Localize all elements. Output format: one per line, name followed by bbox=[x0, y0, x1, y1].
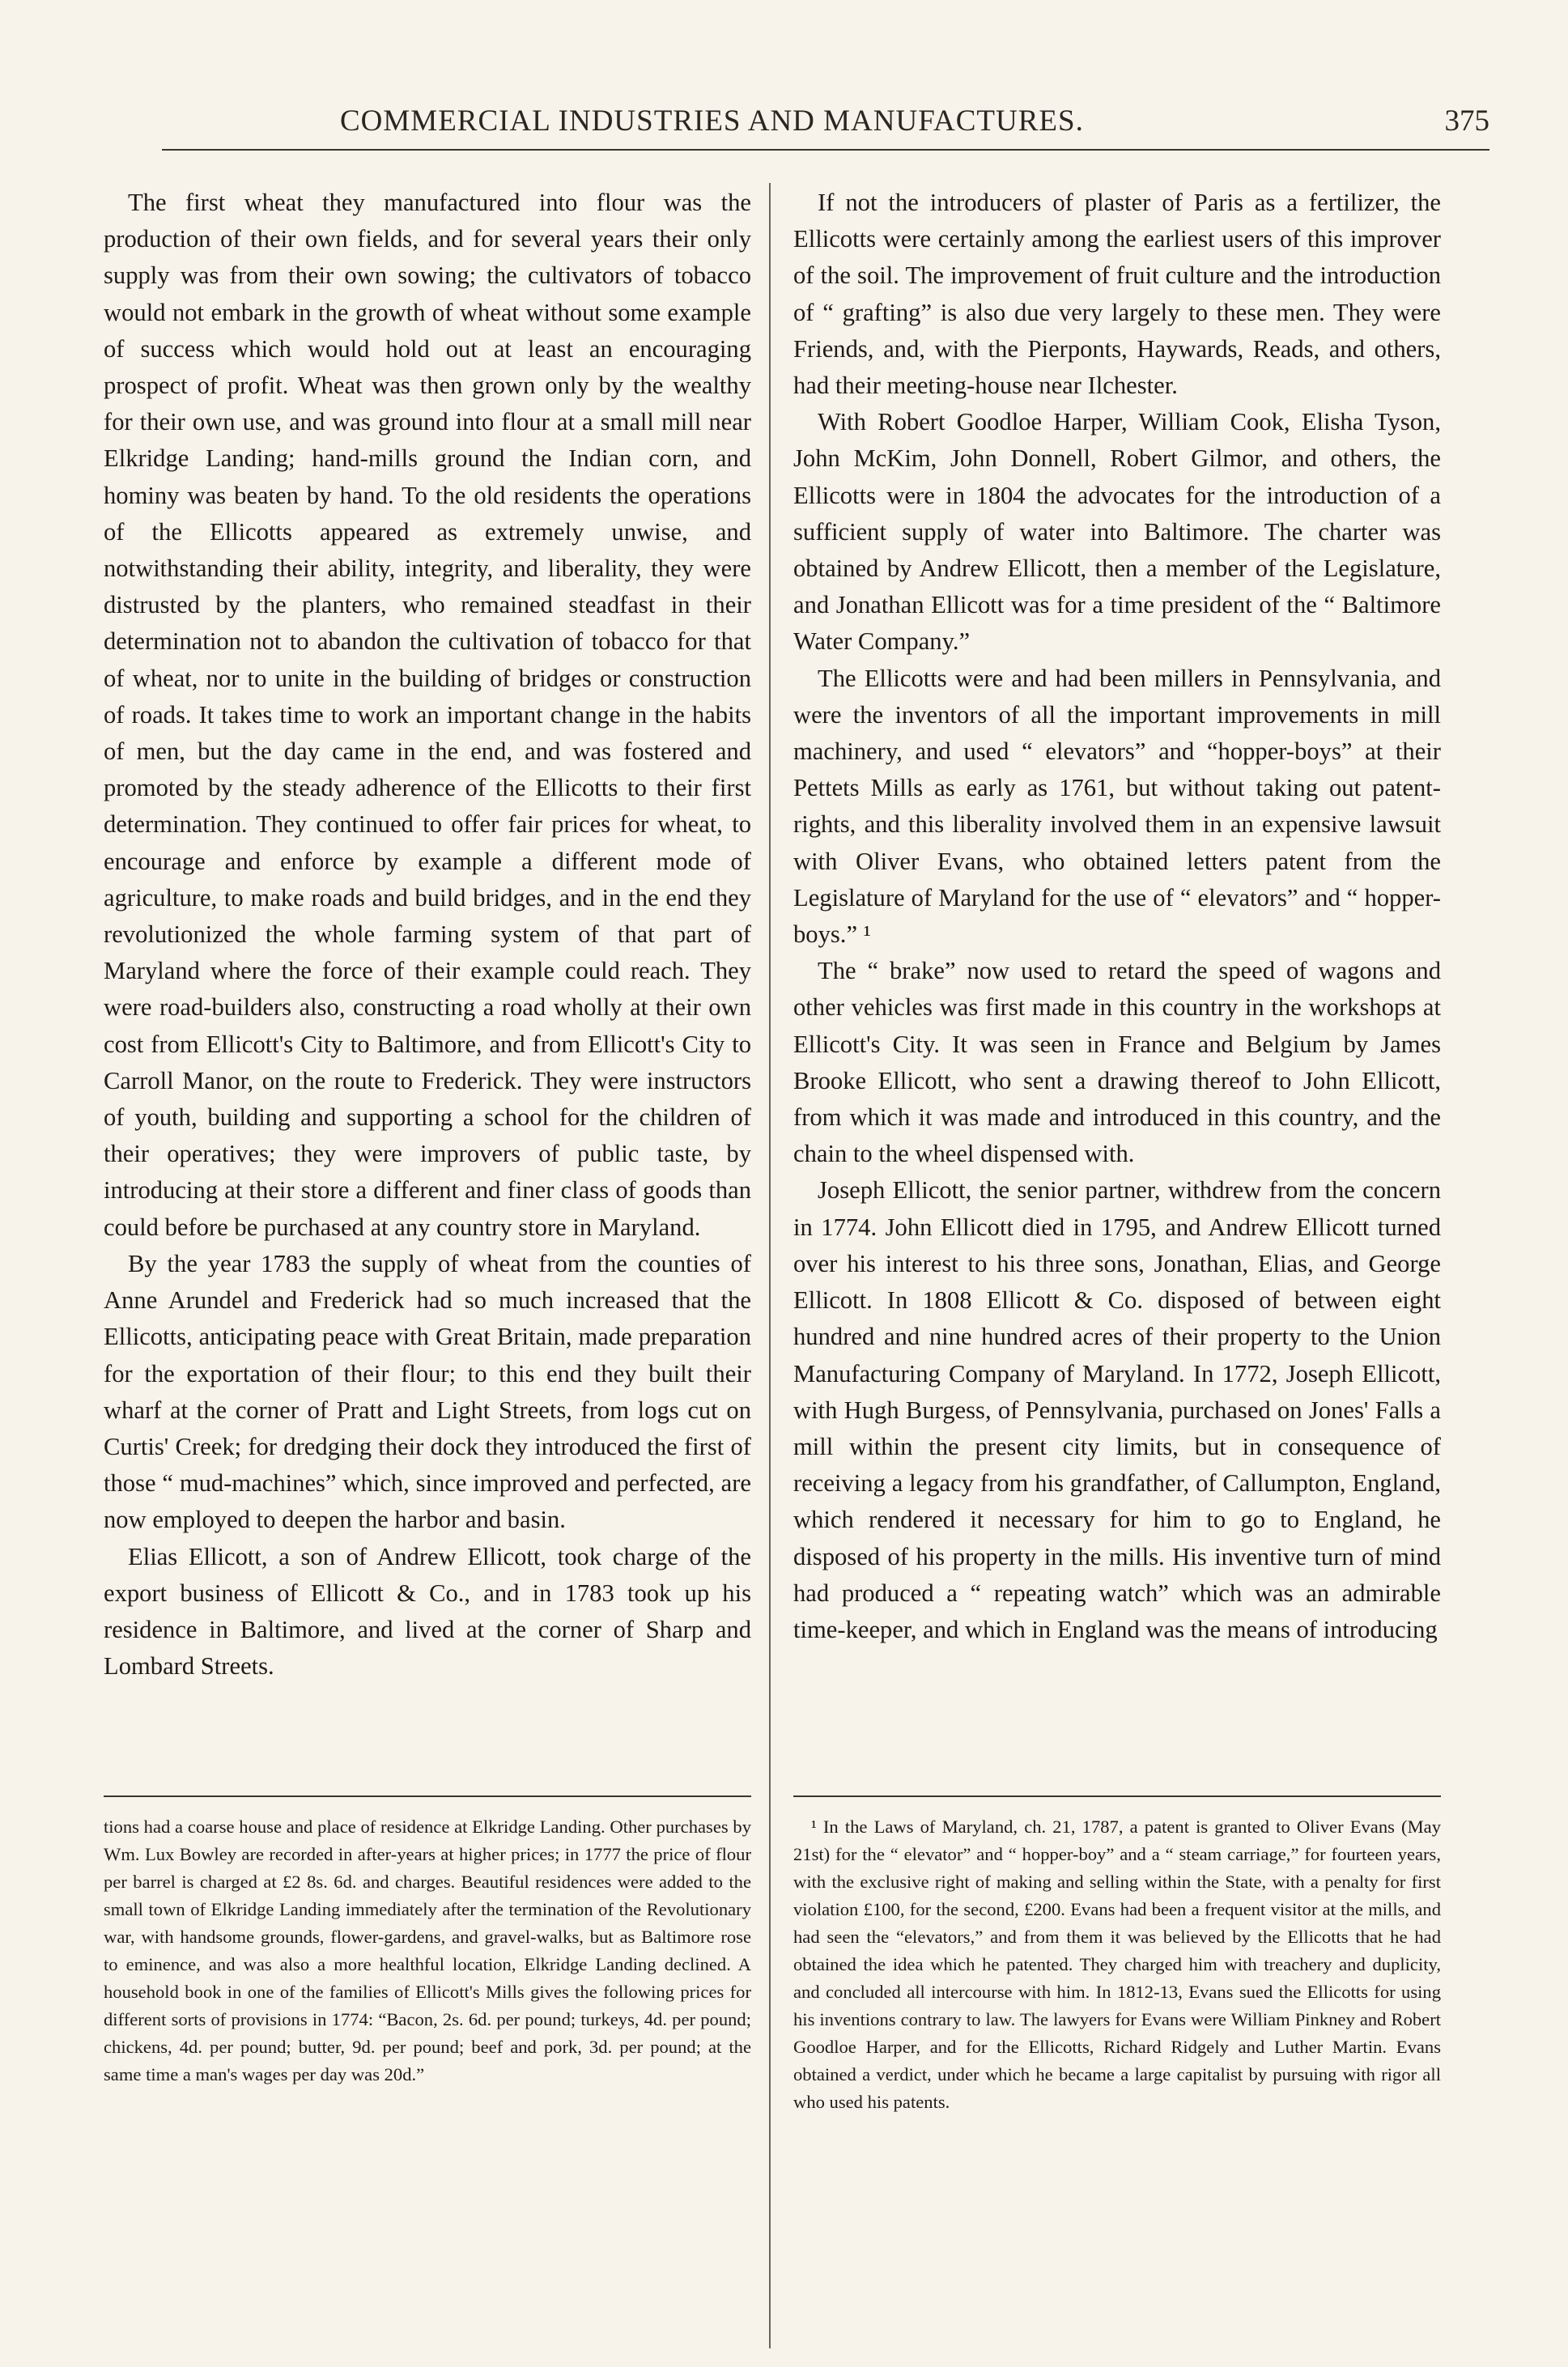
left-column bbox=[104, 185, 751, 1685]
footnote-rule-left bbox=[104, 1795, 751, 1797]
left-paragraph-2: By the year 1783 the supply of wheat from the counties of Anne Arundel and Frederick had so much increased that the Ellicotts, anticipating peace with Great Britain, made preparation for the exportation of their flour; to this end they built their wharf at the corner of Pratt and Light Streets, from logs cut on Curtis' Creek; for dredging their dock they introduced the first of those “ mud-machines” which, since improved and perfected, are now employed to deepen the harbor and basin. bbox=[104, 1249, 751, 1534]
header-rule bbox=[162, 149, 1489, 151]
left-paragraph-3: Elias Ellicott, a son of Andrew Ellicott, took charge of the export business of Ellicott & Co., and in 1783 took up his residence in Baltimore, and lived at the corner of Sharp and Lombard Streets. bbox=[104, 1542, 751, 1681]
right-paragraph-3: The Ellicotts were and had been millers in Pennsylvania, and were the inventors of all the important improvements in mill machinery, and used “ elevators” and “hopper-boys” at their Pettets Mills as early as 1761, but without taking out patent-rights, and this liberality involved them in an expensive lawsuit with Oliver Evans, who obtained letters patent from the Legislature of Maryland for the use of “ elevators” and “ hopper-boys.” ¹ bbox=[793, 664, 1441, 949]
footnote-right bbox=[793, 1813, 1441, 2116]
footnote-right-text: ¹ In the Laws of Maryland, ch. 21, 1787, a patent is granted to Oliver Evans (May 21st) for the “ elevator” and “ hopper-boy” and a “ steam carriage,” for fourteen years, with the exclusive right of making and selling within the State, with a penalty for first violation £100, for the second, £200. Evans had been a frequent visitor at the mills, and had seen the “elevators,” and from them it was believed by the Ellicotts that he had obtained the idea which he patented. They charged him with treachery and duplicity, and concluded all intercourse with him. In 1812-13, Evans sued the Ellicotts for using his inventions contrary to law. The lawyers for Evans were William Pinkney and Robert Goodloe Harper, and for the Ellicotts, Richard Ridgely and Luther Martin. Evans obtained a verdict, under which he became a large capitalist by pursuing with rigor all who used his patents. bbox=[793, 1817, 1441, 2112]
page-header bbox=[162, 104, 1489, 152]
right-paragraph-4: The “ brake” now used to retard the speed of wagons and other vehicles was first made in this country in the workshops at Ellicott's City. It was seen in France and Belgium by James Brooke Ellicott, who sent a drawing thereof to John Ellicott, from which it was made and introduced in this country, and the chain to the wheel dispensed with. bbox=[793, 957, 1441, 1168]
right-paragraph-1: If not the introducers of plaster of Paris as a fertilizer, the Ellicotts were certainly among the earliest users of this improver of the soil. The improvement of fruit culture and the introduction of “ grafting” is also due very largely to these men. They were Friends, and, with the Pierponts, Haywards, Reads, and others, had their meeting-house near Ilchester. bbox=[793, 189, 1441, 400]
running-head: COMMERCIAL INDUSTRIES AND MANUFACTURES. bbox=[340, 104, 1084, 138]
footnote-rule-right bbox=[793, 1795, 1441, 1797]
footnote-left-text: tions had a coarse house and place of residence at Elkridge Landing. Other purchases by Wm. Lux Bowley are recorded in after-years at higher prices; in 1777 the price of flour per barrel is charged at £2 8s. 6d. and charges. Beautiful residences were added to the small town of Elkridge Landing immediately after the termination of the Revolutionary war, with handsome grounds, flower-gardens, and gravel-walks, but as Baltimore rose to eminence, and was also a more healthful location, Elkridge Landing declined. A household book in one of the families of Ellicott's Mills gives the following prices for different sorts of provisions in 1774: “Bacon, 2s. 6d. per pound; turkeys, 4d. per pound; chickens, 4d. per pound; butter, 9d. per pound; beef and pork, 3d. per pound; at the same time a man's wages per day was 20d.” bbox=[104, 1817, 751, 2084]
page-number: 375 bbox=[1444, 104, 1489, 138]
right-column bbox=[793, 185, 1441, 1648]
right-paragraph-2: With Robert Goodloe Harper, William Cook, Elisha Tyson, John McKim, John Donnell, Robert Gilmor, and others, the Ellicotts were in 1804 the advocates for the introduction of a sufficient supply of water into Baltimore. The charter was obtained by Andrew Ellicott, then a member of the Legislature, and Jonathan Ellicott was for a time president of the “ Baltimore Water Company.” bbox=[793, 408, 1441, 656]
column-divider bbox=[769, 183, 771, 2348]
left-paragraph-1: The first wheat they manufactured into flour was the production of their own fields, and for several years their only supply was from their own sowing; the cultivators of tobacco would not embark in the growth of wheat without some example of success which would hold out at least an encouraging prospect of profit. Wheat was then grown only by the wealthy for their own use, and was ground into flour at a small mill near Elkridge Landing; hand-mills ground the Indian corn, and hominy was beaten by hand. To the old residents the operations of the Ellicotts appeared as extremely unwise, and notwithstanding their ability, integrity, and liberality, they were distrusted by the planters, who remained steadfast in their determination not to abandon the cultivation of tobacco for that of wheat, nor to unite in the building of bridges or construction of roads. It takes time to work an important change in the habits of men, but the day came in the end, and was fostered and promoted by the steady adherence of the Ellicotts to their first determination. They continued to offer fair prices for wheat, to encourage and enforce by example a different mode of agriculture, to make roads and build bridges, and in the end they revolutionized the whole farming system of that part of Maryland where the force of their example could reach. They were road-builders also, constructing a road wholly at their own cost from Ellicott's City to Baltimore, and from Ellicott's City to Carroll Manor, on the route to Frederick. They were instructors of youth, building and supporting a school for the children of their operatives; they were improvers of public taste, by introducing at their store a different and finer class of goods than could before be purchased at any country store in Maryland. bbox=[104, 189, 751, 1241]
footnote-left bbox=[104, 1813, 751, 2089]
right-paragraph-5: Joseph Ellicott, the senior partner, withdrew from the concern in 1774. John Ellicott died in 1795, and Andrew Ellicott turned over his interest to his three sons, Jonathan, Elias, and George Ellicott. In 1808 Ellicott & Co. disposed of between eight hundred and nine hundred acres of their property to the Union Manufacturing Company of Maryland. In 1772, Joseph Ellicott, with Hugh Burgess, of Pennsylvania, purchased on Jones' Falls a mill within the present city limits, but in consequence of receiving a legacy from his grandfather, of Callumpton, England, which rendered it necessary for him to go to England, he disposed of his property in the mills. His inventive turn of mind had produced a “ repeating watch” which was an admirable time-keeper, and which in England was the means of introducing bbox=[793, 1176, 1441, 1643]
